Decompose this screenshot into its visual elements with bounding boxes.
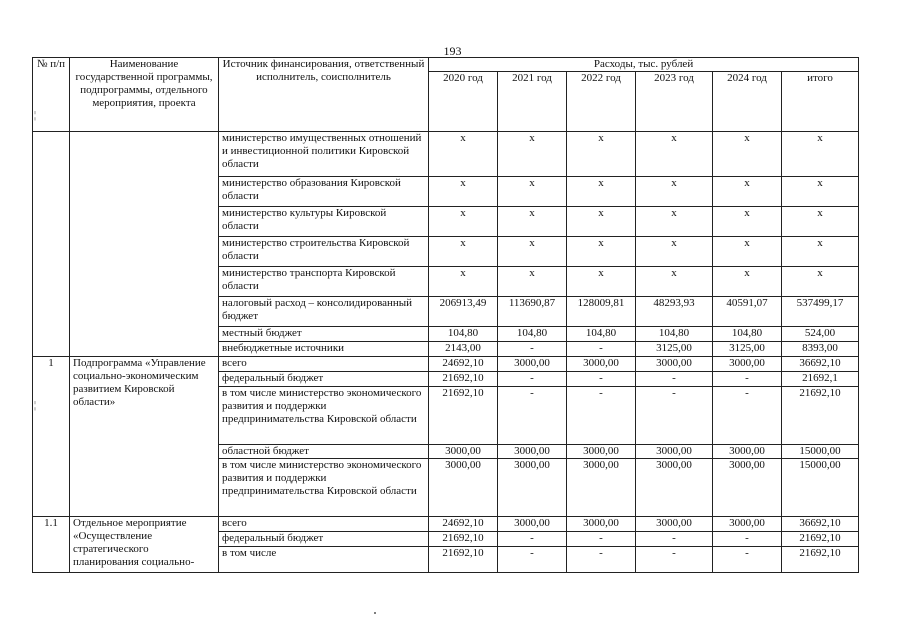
value-cell: х (429, 237, 498, 267)
source-cell: министерство имущественных отношений и инвестиционной политики Кировской области (219, 132, 429, 177)
value-cell: х (636, 177, 713, 207)
value-cell: 3000,00 (713, 445, 782, 459)
value-cell: 3000,00 (636, 459, 713, 517)
value-cell: 3000,00 (498, 445, 567, 459)
value-cell: 2143,00 (429, 342, 498, 357)
value-cell: 24692,10 (429, 517, 498, 532)
value-cell: - (636, 387, 713, 445)
value-cell: - (636, 532, 713, 547)
value-cell: 21692,10 (782, 532, 859, 547)
header-year-2024: 2024 год (713, 72, 782, 132)
value-cell: 15000,00 (782, 445, 859, 459)
header-num: № п/п (33, 58, 70, 132)
value-cell: 524,00 (782, 327, 859, 342)
header-year-2022: 2022 год (567, 72, 636, 132)
source-cell: министерство транспорта Кировской области (219, 267, 429, 297)
value-cell: - (498, 532, 567, 547)
row-num-cell: 1.1 (33, 517, 70, 573)
value-cell: х (782, 177, 859, 207)
table-row (33, 517, 859, 532)
value-cell: х (636, 267, 713, 297)
value-cell: х (498, 132, 567, 177)
row-num-cell: 1 (33, 357, 70, 517)
expenses-table (32, 57, 859, 573)
value-cell: х (429, 207, 498, 237)
value-cell: - (713, 547, 782, 573)
value-cell: х (567, 237, 636, 267)
header-year-2020: 2020 год (429, 72, 498, 132)
source-cell: министерство культуры Кировской области (219, 207, 429, 237)
value-cell: х (498, 267, 567, 297)
value-cell: 113690,87 (498, 297, 567, 327)
value-cell: 21692,10 (782, 387, 859, 445)
table-row (33, 357, 859, 372)
value-cell: - (567, 532, 636, 547)
value-cell: х (567, 177, 636, 207)
header-expenses: Расходы, тыс. рублей (429, 58, 859, 72)
subprogram-name: Подпрограмма «Управление социально-экономическим развитием Кировской области» (70, 357, 219, 517)
value-cell: 3000,00 (567, 445, 636, 459)
value-cell: - (498, 342, 567, 357)
source-cell: внебюджетные источники (219, 342, 429, 357)
value-cell: - (567, 547, 636, 573)
value-cell: х (782, 132, 859, 177)
value-cell: - (498, 387, 567, 445)
value-cell: х (782, 267, 859, 297)
value-cell: 3125,00 (713, 342, 782, 357)
value-cell: 3000,00 (567, 357, 636, 372)
value-cell: х (429, 177, 498, 207)
value-cell: х (498, 207, 567, 237)
value-cell: 21692,10 (429, 372, 498, 387)
value-cell: х (782, 237, 859, 267)
scan-mark: ¦ (34, 400, 37, 411)
value-cell: - (498, 547, 567, 573)
value-cell: 8393,00 (782, 342, 859, 357)
page-number: 193 (443, 44, 462, 58)
value-cell: 24692,10 (429, 357, 498, 372)
source-cell: федеральный бюджет (219, 372, 429, 387)
value-cell: 36692,10 (782, 517, 859, 532)
source-cell: в том числе министерство экономического развития и поддержки предпринимательства Кировской области (219, 459, 429, 517)
source-cell: министерство строительства Кировской области (219, 237, 429, 267)
value-cell: 48293,93 (636, 297, 713, 327)
value-cell: - (636, 547, 713, 573)
source-cell: в том числе (219, 547, 429, 573)
value-cell: - (567, 387, 636, 445)
table-row (33, 132, 859, 177)
row-num-cell (33, 132, 70, 357)
value-cell: х (567, 132, 636, 177)
value-cell: х (636, 132, 713, 177)
value-cell: х (713, 177, 782, 207)
value-cell: 3000,00 (567, 459, 636, 517)
source-cell: налоговый расход – консолидированный бюджет (219, 297, 429, 327)
value-cell: - (713, 372, 782, 387)
header-year-2021: 2021 год (498, 72, 567, 132)
value-cell: 21692,10 (429, 387, 498, 445)
value-cell: 3000,00 (713, 517, 782, 532)
source-cell: всего (219, 517, 429, 532)
value-cell: - (713, 532, 782, 547)
value-cell: 3000,00 (567, 517, 636, 532)
value-cell: - (713, 387, 782, 445)
value-cell: х (498, 237, 567, 267)
value-cell: 3125,00 (636, 342, 713, 357)
value-cell: 21692,10 (429, 532, 498, 547)
value-cell: 15000,00 (782, 459, 859, 517)
value-cell: х (713, 132, 782, 177)
value-cell: х (429, 267, 498, 297)
source-cell: федеральный бюджет (219, 532, 429, 547)
value-cell: х (636, 207, 713, 237)
value-cell: 3000,00 (713, 459, 782, 517)
source-cell: министерство образования Кировской области (219, 177, 429, 207)
scan-mark: ¦ (34, 110, 37, 121)
value-cell: 3000,00 (429, 459, 498, 517)
value-cell: 21692,10 (782, 547, 859, 573)
value-cell: х (567, 267, 636, 297)
value-cell: - (636, 372, 713, 387)
value-cell: 104,80 (713, 327, 782, 342)
value-cell: - (567, 372, 636, 387)
value-cell: х (567, 207, 636, 237)
value-cell: х (713, 267, 782, 297)
value-cell: 104,80 (429, 327, 498, 342)
value-cell: 3000,00 (636, 445, 713, 459)
value-cell: - (567, 342, 636, 357)
measure-name: Отдельное мероприятие «Осуществление стратегического планирования социально- (70, 517, 219, 573)
value-cell: 3000,00 (713, 357, 782, 372)
value-cell: 21692,10 (429, 547, 498, 573)
source-cell: местный бюджет (219, 327, 429, 342)
value-cell: х (713, 207, 782, 237)
value-cell: х (498, 177, 567, 207)
value-cell: х (429, 132, 498, 177)
row-name-cell (70, 132, 219, 357)
value-cell: 3000,00 (636, 517, 713, 532)
value-cell: 3000,00 (498, 357, 567, 372)
value-cell: 537499,17 (782, 297, 859, 327)
value-cell: 40591,07 (713, 297, 782, 327)
source-cell: всего (219, 357, 429, 372)
source-cell: в том числе министерство экономического развития и поддержки предпринимательства Кировской области (219, 387, 429, 445)
value-cell: 104,80 (567, 327, 636, 342)
value-cell: 128009,81 (567, 297, 636, 327)
value-cell: 3000,00 (498, 459, 567, 517)
value-cell: 104,80 (636, 327, 713, 342)
value-cell: - (498, 372, 567, 387)
value-cell: 21692,1 (782, 372, 859, 387)
value-cell: х (636, 237, 713, 267)
value-cell: х (713, 237, 782, 267)
value-cell: х (782, 207, 859, 237)
value-cell: 3000,00 (636, 357, 713, 372)
source-cell: областной бюджет (219, 445, 429, 459)
header-year-2023: 2023 год (636, 72, 713, 132)
header-total: итого (782, 72, 859, 132)
value-cell: 3000,00 (498, 517, 567, 532)
value-cell: 206913,49 (429, 297, 498, 327)
scan-dot (374, 612, 376, 614)
value-cell: 36692,10 (782, 357, 859, 372)
header-source: Источник финансирования, ответственный исполнитель, соисполнитель (219, 58, 429, 132)
value-cell: 104,80 (498, 327, 567, 342)
value-cell: 3000,00 (429, 445, 498, 459)
header-name: Наименование государственной программы, подпрограммы, отдельного мероприятия, проекта (70, 58, 219, 132)
